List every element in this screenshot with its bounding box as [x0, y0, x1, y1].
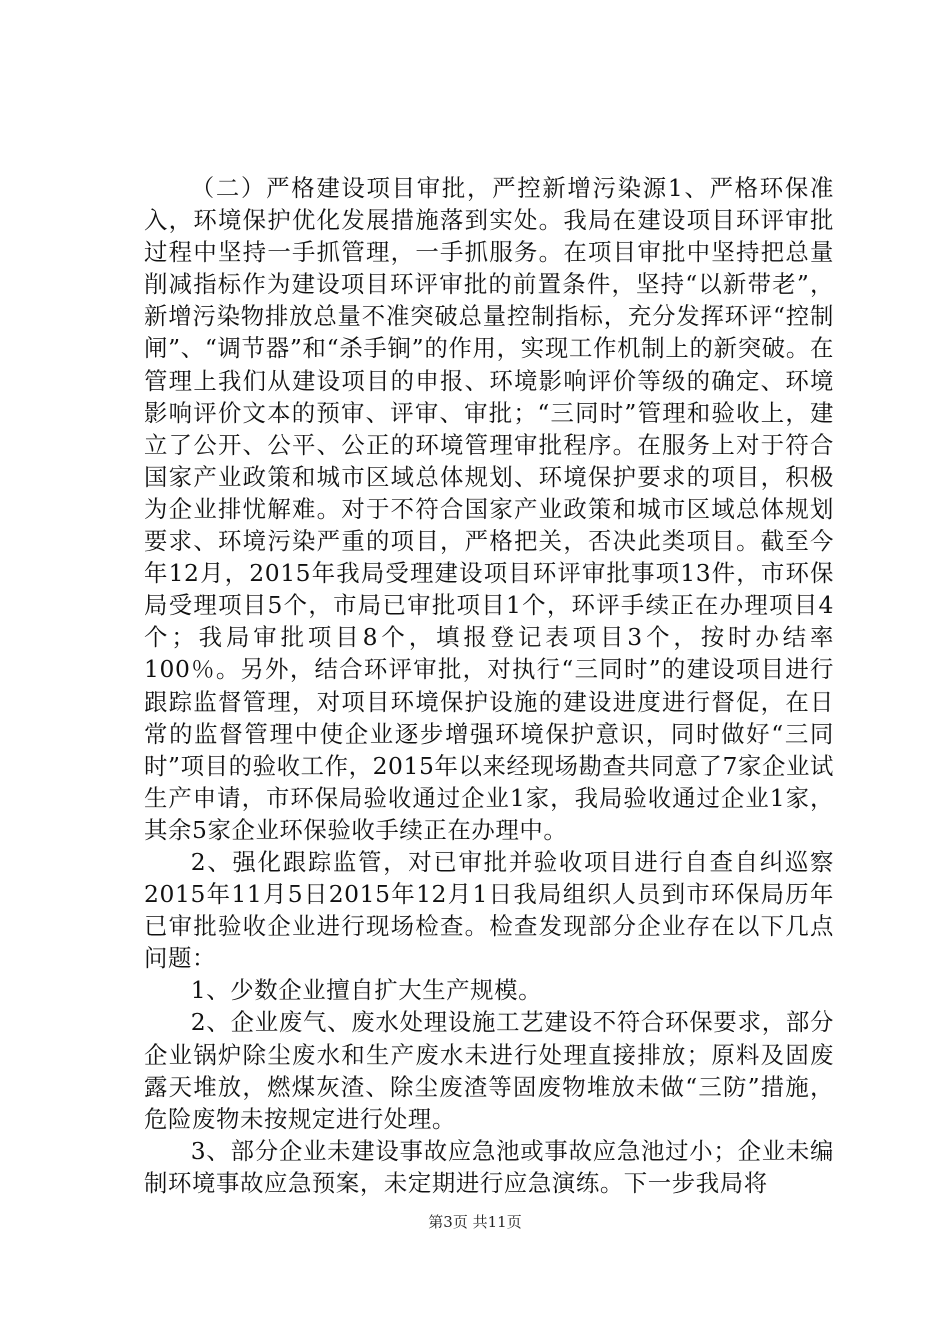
paragraph-issue-1: 1、少数企业擅自扩大生产规模。 — [190, 976, 543, 1005]
page-footer: 第3页 共11页 — [428, 1213, 522, 1231]
body-text — [144, 172, 834, 1199]
paragraph-issue-3: 3、部分企业未建设事故应急池或事故应急池过小；企业未编制环境事故应急预案，未定期进行应急演练。下一步我局将 — [144, 1136, 834, 1197]
paragraph-project-approval: （二）严格建设项目审批，严控新增污染源1、严格环保准入，环境保护优化发展措施落到实处。我局在建设项目环评审批过程中坚持一手抓管理，一手抓服务。在项目审批中坚持把总量削减指标作为建设项目环评审批的前置条件，坚持“以新带老”，新增污染物排放总量不准突破总量控制指标，充分发挥环评“控制闸”、“调节器”和“杀手锏”的作用，实现工作机制上的新突破。在管理上我们从建设项目的申报、环境影响评价等级的确定、环境影响评价文本的预审、评审、审批；“三同时”管理和验收上，建立了公开、公平、公正的环境管理审批程序。在服务上对于符合国家产业政策和城市区域总体规划、环境保护要求的项目，积极为企业排忧解难。对于不符合国家产业政策和城市区域总体规划要求、环境污染严重的项目，严格把关，否决此类项目。截至今年12月，2015年我局受理建设项目环评审批事项13件，市环保局受理项目5个，市局已审批项目1个，环评手续正在办理项目4个；我局审批项目8个，填报登记表项目3个，按时办结率100％。另外，结合环评审批，对执行“三同时”的建设项目进行跟踪监督管理，对项目环境保护设施的建设进度进行督促，在日常的监督管理中使企业逐步增强环境保护意识，同时做好“三同时”项目的验收工作，2015年以来经现场勘查共同意了7家企业试生产申请，市环保局验收通过企业1家，我局验收通过企业1家，其余5家企业环保验收手续正在办理中。 — [144, 174, 834, 844]
paragraph-tracking-supervision: 2、强化跟踪监管，对已审批并验收项目进行自查自纠巡察2015年11月5日2015年12月1日我局组织人员到市环保局历年已审批验收企业进行现场检查。检查发现部分企业存在以下几点问题： — [144, 847, 834, 973]
paragraph-issue-2: 2、企业废气、废水处理设施工艺建设不符合环保要求，部分企业锅炉除尘废水和生产废水未进行处理直接排放；原料及固废露天堆放，燃煤灰渣、除尘废渣等固废物堆放未做“三防”措施，危险废物未按规定进行处理。 — [144, 1008, 834, 1133]
